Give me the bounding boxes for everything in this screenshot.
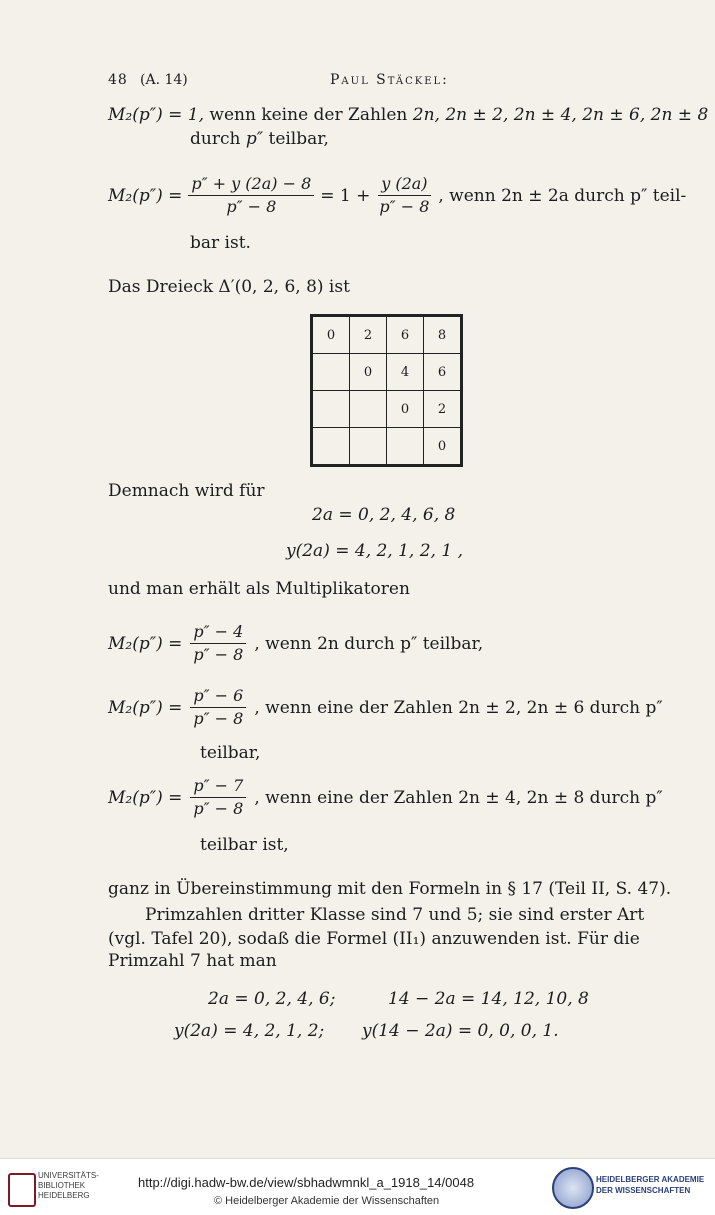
running-author: Paul Stäckel: [330, 72, 449, 88]
section-ref: (A. 14) [140, 72, 188, 88]
grid-cell: 4 [387, 354, 424, 391]
equation-lhs: M₂(p″) = [108, 185, 183, 206]
multiplier-lhs: M₂(p″) = [108, 697, 183, 718]
grid-cell: 6 [387, 317, 424, 354]
demnach-text: Demnach wird für [108, 481, 265, 501]
agreement-text: ganz in Übereinstimmung mit den Formeln in § 17 (Teil II, S. 47). [108, 879, 672, 899]
paragraph-line: (vgl. Tafel 20), sodaß die Formel (II₁) anzuwenden ist. Für die [108, 929, 640, 949]
grid-cell: 2 [350, 317, 387, 354]
final-14-2a: 14 − 2a = 14, 12, 10, 8 [388, 989, 589, 1009]
page-number: 48 [108, 72, 128, 88]
formula-text: durch [190, 129, 246, 149]
table-row [313, 391, 461, 428]
academy-seal-icon [552, 1167, 594, 1209]
library-logo-icon [8, 1173, 36, 1207]
formula-line-2 [190, 128, 329, 150]
grid-cell [350, 428, 387, 465]
grid-cell [313, 354, 350, 391]
multiplier-3 [108, 776, 663, 819]
fraction-denominator: p″ − 8 [193, 709, 244, 728]
paragraph-line: Primzahl 7 hat man [108, 951, 277, 971]
grid-cell: 0 [350, 354, 387, 391]
fraction [190, 686, 246, 729]
grid-cell: 0 [387, 391, 424, 428]
table-row [313, 317, 461, 354]
grid-cell [350, 391, 387, 428]
fraction-numerator: p″ − 6 [190, 686, 246, 708]
fraction-numerator: y (2a) [378, 174, 430, 196]
library-logo-text: UNIVERSITÄTS- BIBLIOTHEK HEIDELBERG [38, 1171, 99, 1200]
final-2a: 2a = 0, 2, 4, 6; [208, 989, 336, 1009]
equation-2 [108, 174, 686, 217]
grid-cell: 0 [424, 428, 461, 465]
multiplier-2 [108, 686, 663, 729]
academy-logo-text: HEIDELBERGER AKADEMIE DER WISSENSCHAFTEN [596, 1175, 705, 1195]
fraction-denominator: p″ − 8 [193, 799, 244, 818]
footer-bar [0, 1158, 715, 1215]
fraction-denominator: p″ − 8 [226, 197, 277, 216]
final-y2a: y(2a) = 4, 2, 1, 2; [174, 1021, 325, 1041]
grid-cell: 0 [313, 317, 350, 354]
formula-lhs: M₂(p″) = 1, [108, 105, 204, 125]
fraction-numerator: p″ − 4 [190, 622, 246, 644]
fraction [190, 776, 246, 819]
values-y2a: y(2a) = 4, 2, 1, 2, 1 , [286, 541, 463, 561]
table-row [313, 354, 461, 391]
multiplier-3-cont: teilbar ist, [200, 835, 289, 855]
formula-text: wenn keine der Zahlen [204, 105, 413, 125]
grid-cell [313, 391, 350, 428]
fraction-denominator: p″ − 8 [193, 645, 244, 664]
triangle-intro: Das Dreieck Δ′(0, 2, 6, 8) ist [108, 277, 350, 297]
grid-cell: 2 [424, 391, 461, 428]
source-link[interactable]: http://digi.hadw-bw.de/view/sbhadwmnkl_a_1918_14/0048 [138, 1175, 475, 1190]
final-y14-2a: y(14 − 2a) = 0, 0, 0, 1. [362, 1021, 559, 1041]
fraction [188, 174, 314, 217]
values-2a: 2a = 0, 2, 4, 6, 8 [312, 505, 456, 525]
fraction-denominator: p″ − 8 [379, 197, 430, 216]
equation-continuation: bar ist. [190, 233, 251, 253]
formula-expr: p″ [245, 129, 264, 149]
paragraph-line: Primzahlen dritter Klasse sind 7 und 5; sie sind erster Art [145, 905, 645, 925]
grid-cell: 8 [424, 317, 461, 354]
copyright-text: © Heidelberger Akademie der Wissenschaften [214, 1195, 440, 1207]
multiplier-lhs: M₂(p″) = [108, 633, 183, 654]
fraction-numerator: p″ − 7 [190, 776, 246, 798]
multiplier-2-cont: teilbar, [200, 743, 261, 763]
equation-mid: = 1 + [320, 185, 371, 206]
multiplier-tail: , wenn eine der Zahlen 2n ± 2, 2n ± 6 durch p″ [254, 697, 663, 718]
multiplier-tail: , wenn eine der Zahlen 2n ± 4, 2n ± 8 durch p″ [254, 787, 663, 808]
fraction [190, 622, 246, 665]
grid-cell [387, 428, 424, 465]
formula-text: teilbar, [263, 129, 329, 149]
fraction-numerator: p″ + y (2a) − 8 [188, 174, 314, 196]
multiplier-tail: , wenn 2n durch p″ teilbar, [254, 633, 484, 654]
fraction [376, 174, 432, 217]
grid-cell [313, 428, 350, 465]
formula-expr: 2n, 2n ± 2, 2n ± 4, 2n ± 6, 2n ± 8 [412, 105, 709, 125]
formula-line-1 [108, 104, 708, 126]
grid-cell: 6 [424, 354, 461, 391]
table-row [313, 428, 461, 465]
triangle-grid [310, 314, 463, 467]
multiplier-1 [108, 622, 483, 665]
multiplikatoren-text: und man erhält als Multiplikatoren [108, 579, 410, 599]
multiplier-lhs: M₂(p″) = [108, 787, 183, 808]
equation-tail: , wenn 2n ± 2a durch p″ teil- [438, 185, 687, 206]
